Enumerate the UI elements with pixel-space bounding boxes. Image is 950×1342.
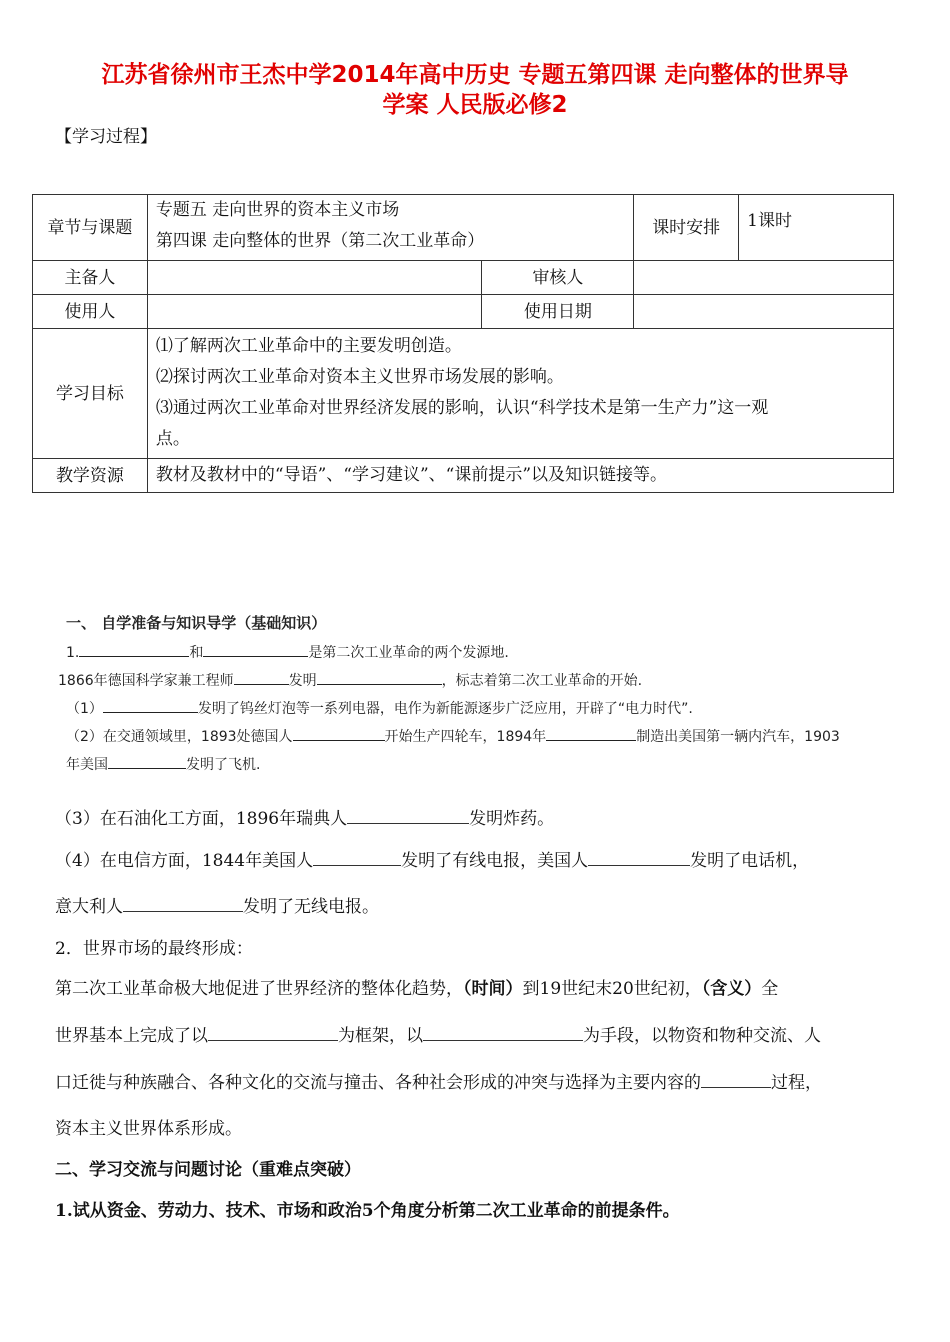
goals-label: 学习目标 bbox=[33, 329, 148, 459]
scan-line-3: （1） 发明了钨丝灯泡等一系列电器，电作为新能源逐步广泛应用，开辟了“电力时代”. bbox=[66, 698, 693, 718]
schedule-value: 1课时 bbox=[739, 195, 894, 261]
goal-3a: ⑶通过两次工业革命对世界经济发展的影响，认识“科学技术是第一生产力”这一观 bbox=[155, 398, 769, 418]
goal-1: ⑴了解两次工业革命中的主要发明创造。 bbox=[155, 336, 462, 356]
title-line-2: 学案 人民版必修2 bbox=[382, 92, 568, 118]
scan-line-5: 年美国 发明了飞机. bbox=[66, 754, 260, 774]
section-label: 【学习过程】 bbox=[55, 127, 157, 147]
scan-line-2: 1866年德国科学家兼工程师 发明 ，标志着第二次工业革命的开始. bbox=[58, 670, 642, 690]
para-5: 意大利人 发明了无线电报。 bbox=[55, 897, 379, 917]
user-value bbox=[147, 295, 482, 329]
goal-3b: 点。 bbox=[155, 429, 190, 449]
goals-value bbox=[147, 329, 893, 459]
section-2-heading: 二、学习交流与问题讨论（重难点突破） bbox=[55, 1160, 361, 1180]
reviewer-label: 审核人 bbox=[482, 261, 634, 295]
scan-line-4: （2）在交通领域里，1893处德国人 开始生产四轮车，1894年 制造出美国第一辆内汽车，1903 bbox=[66, 726, 840, 746]
section-1-heading: 一、 自学准备与知识导学（基础知识） bbox=[66, 614, 327, 632]
preparer-value bbox=[147, 261, 482, 295]
para-3: （3）在石油化工方面，1896年瑞典人 发明炸药。 bbox=[55, 809, 555, 829]
resources-value: 教材及教材中的“导语”、“学习建议”、“课前提示”以及知识链接等。 bbox=[147, 459, 893, 493]
document-title bbox=[40, 60, 910, 120]
scan-line-1: 1. 和 是第二次工业革命的两个发源地. bbox=[66, 642, 509, 662]
date-label: 使用日期 bbox=[482, 295, 634, 329]
para-10: 资本主义世界体系形成。 bbox=[55, 1119, 242, 1139]
schedule-label: 课时安排 bbox=[634, 195, 739, 261]
para-4: （4）在电信方面，1844年美国人 发明了有线电报，美国人 发明了电话机， bbox=[55, 851, 810, 871]
chapter-value bbox=[147, 195, 633, 261]
chapter-label: 章节与课题 bbox=[33, 195, 148, 261]
reviewer-value bbox=[634, 261, 894, 295]
user-label: 使用人 bbox=[33, 295, 148, 329]
para-9: 口迁徙与种族融合、各种文化的交流与撞击、各种社会形成的冲突与选择为主要内容的 过程， bbox=[55, 1073, 822, 1093]
goal-2: ⑵探讨两次工业革命对资本主义世界市场发展的影响。 bbox=[155, 367, 564, 387]
para-8: 世界基本上完成了以 为框架，以 为手段，以物资和物种交流、人 bbox=[55, 1026, 821, 1046]
preparer-label: 主备人 bbox=[33, 261, 148, 295]
date-value bbox=[634, 295, 894, 329]
chapter-line-2: 第四课 走向整体的世界（第二次工业革命） bbox=[155, 231, 485, 251]
question-1: 1.试从资金、劳动力、技术、市场和政治5个角度分析第二次工业革命的前提条件。 bbox=[55, 1201, 680, 1221]
chapter-line-1: 专题五 走向世界的资本主义市场 bbox=[155, 200, 400, 220]
para-6: 2．世界市场的最终形成： bbox=[55, 939, 253, 959]
lesson-info-table bbox=[32, 194, 894, 493]
para-7: 第二次工业革命极大地促进了世界经济的整体化趋势，（时间）到19世纪末20世纪初，（含义）全 bbox=[55, 979, 779, 999]
resources-label: 教学资源 bbox=[33, 459, 148, 493]
title-line-1: 江苏省徐州市王杰中学2014年高中历史 专题五第四课 走向整体的世界导 bbox=[101, 62, 849, 88]
